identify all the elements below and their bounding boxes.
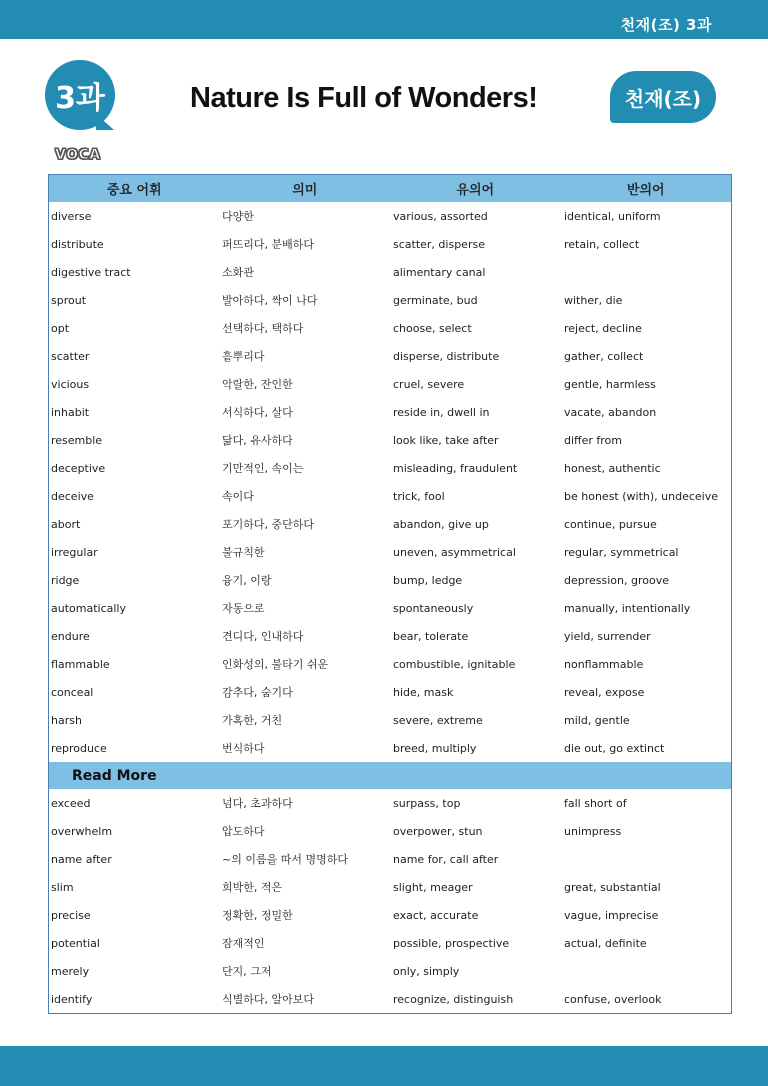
word-cell: exceed <box>51 796 91 810</box>
word-cell: digestive tract <box>51 265 131 279</box>
synonym-cell: overpower, stun <box>393 824 483 838</box>
synonym-cell: cruel, severe <box>393 377 465 391</box>
table-row <box>49 789 731 817</box>
meaning-cell: 가혹한, 거친 <box>222 714 283 727</box>
synonym-cell: choose, select <box>393 321 472 335</box>
synonym-cell: disperse, distribute <box>393 349 500 363</box>
synonym-cell: uneven, asymmetrical <box>393 545 516 559</box>
meaning-cell: 닮다, 유사하다 <box>222 434 293 447</box>
synonym-cell: severe, extreme <box>393 713 483 727</box>
word-cell: vicious <box>51 377 90 391</box>
word-cell: harsh <box>51 713 82 727</box>
table-row <box>49 370 731 398</box>
synonym-cell: misleading, fraudulent <box>393 461 518 475</box>
synonym-cell: slight, meager <box>393 880 473 894</box>
meaning-cell: 압도하다 <box>222 825 265 838</box>
synonym-cell: bear, tolerate <box>393 629 469 643</box>
meaning-cell: 퍼뜨리다, 분배하다 <box>222 238 315 251</box>
word-cell: ridge <box>51 573 80 587</box>
table-row <box>49 929 731 957</box>
column-header-meaning: 의미 <box>292 183 318 198</box>
more-rows <box>49 789 731 1013</box>
meaning-cell: 다양한 <box>222 210 254 223</box>
meaning-cell: 서식하다, 살다 <box>222 406 293 419</box>
meaning-cell: 감추다, 숨기다 <box>222 686 293 699</box>
lesson-badge-tail <box>96 114 114 130</box>
word-cell: irregular <box>51 545 98 559</box>
top-banner <box>0 0 768 39</box>
meaning-cell: 희박한, 적은 <box>222 881 283 894</box>
word-cell: diverse <box>51 209 92 223</box>
table-row <box>49 845 731 873</box>
table-row <box>49 202 731 230</box>
antonym-cell: differ from <box>564 433 623 447</box>
header-brand: 천재(조) 3과 <box>620 16 712 34</box>
table-row <box>49 873 731 901</box>
synonym-cell: surpass, top <box>393 796 461 810</box>
bottom-banner <box>0 1046 768 1086</box>
word-cell: abort <box>51 517 81 531</box>
synonym-cell: trick, fool <box>393 489 445 503</box>
meaning-cell: 기만적인, 속이는 <box>222 462 304 475</box>
antonym-cell: depression, groove <box>564 573 669 587</box>
page-title: Nature Is Full of Wonders! <box>190 82 538 114</box>
meaning-cell: 소화관 <box>222 266 254 279</box>
synonym-cell: combustible, ignitable <box>393 657 516 671</box>
table-row <box>49 286 731 314</box>
table-row <box>49 985 731 1013</box>
read-more-header <box>49 762 731 789</box>
word-cell: identify <box>51 992 93 1006</box>
antonym-cell: die out, go extinct <box>564 741 665 755</box>
column-header-antonym: 반의어 <box>626 183 665 198</box>
antonym-cell: confuse, overlook <box>564 992 662 1006</box>
antonym-cell: nonflammable <box>564 657 644 671</box>
word-cell: opt <box>51 321 70 335</box>
antonym-cell: vacate, abandon <box>564 405 657 419</box>
meaning-cell: 속이다 <box>222 490 254 503</box>
table-row <box>49 678 731 706</box>
table-row <box>49 398 731 426</box>
lesson-badge: 3과 <box>45 60 115 130</box>
table-row <box>49 454 731 482</box>
synonym-cell: only, simply <box>393 964 460 978</box>
meaning-cell: ~의 이름을 따서 명명하다 <box>222 853 348 866</box>
table-row <box>49 566 731 594</box>
column-header-word: 중요 어휘 <box>106 183 162 198</box>
word-cell: potential <box>51 936 100 950</box>
synonym-cell: reside in, dwell in <box>393 405 490 419</box>
table-row <box>49 342 731 370</box>
synonym-cell: hide, mask <box>393 685 454 699</box>
meaning-cell: 악랄한, 잔인한 <box>222 378 293 391</box>
word-cell: sprout <box>51 293 87 307</box>
meaning-cell: 식별하다, 알아보다 <box>222 993 315 1006</box>
table-row <box>49 817 731 845</box>
word-cell: name after <box>51 852 112 866</box>
table-row <box>49 314 731 342</box>
synonym-cell: alimentary canal <box>393 265 486 279</box>
synonym-cell: breed, multiply <box>393 741 477 755</box>
antonym-cell: fall short of <box>564 796 627 810</box>
synonym-cell: spontaneously <box>393 601 474 615</box>
synonym-cell: exact, accurate <box>393 908 479 922</box>
synonym-cell: possible, prospective <box>393 936 510 950</box>
antonym-cell: gentle, harmless <box>564 377 656 391</box>
meaning-cell: 단지, 그저 <box>222 965 272 978</box>
table-row <box>49 957 731 985</box>
word-cell: merely <box>51 964 90 978</box>
antonym-cell: unimpress <box>564 824 622 838</box>
meaning-cell: 잠재적인 <box>222 937 265 950</box>
table-row <box>49 706 731 734</box>
antonym-cell: actual, definite <box>564 936 647 950</box>
read-more-title: Read More <box>72 767 157 784</box>
antonym-cell: yield, surrender <box>564 629 651 643</box>
meaning-cell: 포기하다, 중단하다 <box>222 518 315 531</box>
antonym-cell: honest, authentic <box>564 461 661 475</box>
synonym-cell: scatter, disperse <box>393 237 485 251</box>
antonym-cell: manually, intentionally <box>564 601 691 615</box>
antonym-cell: reject, decline <box>564 321 642 335</box>
meaning-cell: 넘다, 초과하다 <box>222 797 293 810</box>
antonym-cell: wither, die <box>564 293 623 307</box>
table-row <box>49 510 731 538</box>
table-row <box>49 901 731 929</box>
antonym-cell: retain, collect <box>564 237 640 251</box>
meaning-cell: 정확한, 정밀한 <box>222 909 293 922</box>
word-cell: precise <box>51 908 91 922</box>
word-cell: resemble <box>51 433 103 447</box>
main-rows <box>49 202 731 762</box>
antonym-cell: regular, symmetrical <box>564 545 679 559</box>
table-row <box>49 538 731 566</box>
antonym-cell: be honest (with), undeceive <box>564 489 718 503</box>
table-row <box>49 258 731 286</box>
meaning-cell: 발아하다, 싹이 나다 <box>222 294 318 307</box>
synonym-cell: various, assorted <box>393 209 488 223</box>
publisher-badge: 천재(조) <box>610 71 716 123</box>
meaning-cell: 번식하다 <box>222 742 265 755</box>
word-cell: reproduce <box>51 741 107 755</box>
table-row <box>49 426 731 454</box>
meaning-cell: 흩뿌리다 <box>222 350 265 363</box>
synonym-cell: look like, take after <box>393 433 499 447</box>
section-label: VOCA <box>55 147 101 163</box>
synonym-cell: recognize, distinguish <box>393 992 514 1006</box>
table-row <box>49 734 731 762</box>
antonym-cell: gather, collect <box>564 349 644 363</box>
table-row <box>49 650 731 678</box>
synonym-cell: germinate, bud <box>393 293 478 307</box>
table-row <box>49 594 731 622</box>
antonym-cell: identical, uniform <box>564 209 661 223</box>
column-header-synonym: 유의어 <box>456 183 495 198</box>
antonym-cell: reveal, expose <box>564 685 645 699</box>
meaning-cell: 불규칙한 <box>222 546 265 559</box>
word-cell: endure <box>51 629 90 643</box>
synonym-cell: bump, ledge <box>393 573 463 587</box>
antonym-cell: continue, pursue <box>564 517 657 531</box>
vocab-table <box>48 174 732 1014</box>
table-row <box>49 482 731 510</box>
word-cell: distribute <box>51 237 104 251</box>
meaning-cell: 인화성의, 불타기 쉬운 <box>222 658 329 671</box>
word-cell: flammable <box>51 657 110 671</box>
antonym-cell: great, substantial <box>564 880 661 894</box>
antonym-cell: mild, gentle <box>564 713 630 727</box>
meaning-cell: 자동으로 <box>222 602 265 615</box>
table-row <box>49 230 731 258</box>
word-cell: deceive <box>51 489 94 503</box>
synonym-cell: abandon, give up <box>393 517 489 531</box>
word-cell: inhabit <box>51 405 90 419</box>
antonym-cell: vague, imprecise <box>564 908 659 922</box>
meaning-cell: 견디다, 인내하다 <box>222 630 304 643</box>
word-cell: slim <box>51 880 74 894</box>
word-cell: scatter <box>51 349 90 363</box>
synonym-cell: name for, call after <box>393 852 499 866</box>
meaning-cell: 융기, 이랑 <box>222 574 272 587</box>
table-header <box>49 175 731 202</box>
word-cell: deceptive <box>51 461 106 475</box>
word-cell: conceal <box>51 685 94 699</box>
meaning-cell: 선택하다, 택하다 <box>222 322 304 335</box>
word-cell: overwhelm <box>51 824 113 838</box>
word-cell: automatically <box>51 601 126 615</box>
table-row <box>49 622 731 650</box>
